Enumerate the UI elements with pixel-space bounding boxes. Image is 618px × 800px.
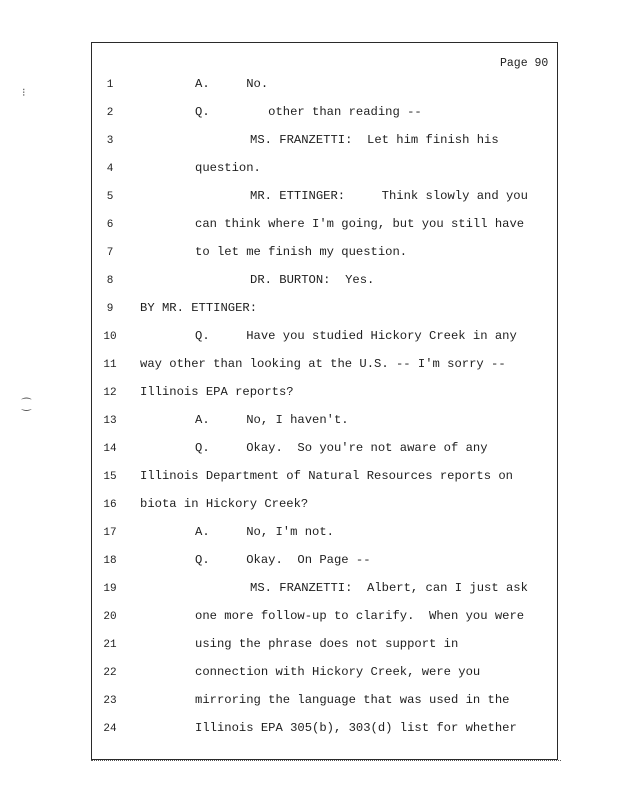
- line-text: BY MR. ETTINGER:: [140, 301, 258, 315]
- line-number: 8: [106, 275, 114, 287]
- transcript-line: [0, 105, 618, 125]
- line-number: 3: [106, 135, 114, 147]
- line-number: 12: [103, 387, 117, 399]
- transcript-line: [0, 721, 618, 741]
- line-text: MS. FRANZETTI: Let him finish his: [250, 133, 499, 147]
- transcript-line: [0, 245, 618, 265]
- line-text: mirroring the language that was used in the: [195, 693, 510, 707]
- line-number: 6: [106, 219, 114, 231]
- line-number: 18: [103, 555, 117, 567]
- line-number: 11: [103, 359, 117, 371]
- line-text: Q. Have you studied Hickory Creek in any: [195, 329, 517, 343]
- line-text: DR. BURTON: Yes.: [250, 273, 375, 287]
- transcript-line: [0, 161, 618, 181]
- line-number: 17: [103, 527, 117, 539]
- line-text: A. No, I haven't.: [195, 413, 349, 427]
- transcript-line: [0, 77, 618, 97]
- transcript-line: [0, 553, 618, 573]
- line-text: A. No, I'm not.: [195, 525, 334, 539]
- line-text: can think where I'm going, but you still have: [195, 217, 525, 231]
- line-number: 20: [103, 611, 117, 623]
- transcript-line: [0, 665, 618, 685]
- transcript-line: [0, 497, 618, 517]
- transcript-line: [0, 301, 618, 321]
- transcript-line: [0, 217, 618, 237]
- line-number: 7: [106, 247, 114, 259]
- line-number: 22: [103, 667, 117, 679]
- transcript-line: [0, 357, 618, 377]
- line-number: 5: [106, 191, 114, 203]
- margin-scan-mark: ⁝: [22, 88, 26, 100]
- line-number: 9: [106, 303, 114, 315]
- transcript-line: [0, 581, 618, 601]
- line-text: Illinois EPA reports?: [140, 385, 294, 399]
- margin-scan-mark: ⁐: [22, 400, 31, 412]
- transcript-line: [0, 469, 618, 489]
- line-text: MR. ETTINGER: Think slowly and you: [250, 189, 528, 203]
- line-text: to let me finish my question.: [195, 245, 408, 259]
- line-number: 13: [103, 415, 117, 427]
- line-text: connection with Hickory Creek, were you: [195, 665, 481, 679]
- line-text: question.: [195, 161, 261, 175]
- transcript-line: [0, 693, 618, 713]
- transcript-line: [0, 441, 618, 461]
- line-number: 23: [103, 695, 117, 707]
- transcript-line: [0, 637, 618, 657]
- transcript-line: [0, 273, 618, 293]
- line-number: 21: [103, 639, 117, 651]
- line-text: Q. Okay. So you're not aware of any: [195, 441, 488, 455]
- line-text: way other than looking at the U.S. -- I'm sorry --: [140, 357, 506, 371]
- scan-noise-line: [91, 760, 561, 764]
- line-number: 16: [103, 499, 117, 511]
- transcript-line: [0, 609, 618, 629]
- line-number: 1: [106, 79, 114, 91]
- line-text: biota in Hickory Creek?: [140, 497, 309, 511]
- line-number: 10: [103, 331, 117, 343]
- line-text: MS. FRANZETTI: Albert, can I just ask: [250, 581, 528, 595]
- line-text: one more follow-up to clarify. When you were: [195, 609, 525, 623]
- line-text: Illinois Department of Natural Resources reports on: [140, 469, 513, 483]
- line-number: 15: [103, 471, 117, 483]
- line-number: 14: [103, 443, 117, 455]
- line-text: A. No.: [195, 77, 269, 91]
- transcript-line: [0, 385, 618, 405]
- transcript-line: [0, 525, 618, 545]
- page-number: Page 90: [500, 57, 549, 70]
- transcript-line: [0, 329, 618, 349]
- line-number: 4: [106, 163, 114, 175]
- transcript-line: [0, 133, 618, 153]
- line-number: 24: [103, 723, 117, 735]
- line-text: Q. Okay. On Page --: [195, 553, 371, 567]
- line-number: 19: [103, 583, 117, 595]
- line-text: Illinois EPA 305(b), 303(d) list for whether: [195, 721, 517, 735]
- transcript-line: [0, 189, 618, 209]
- line-text: using the phrase does not support in: [195, 637, 459, 651]
- line-number: 2: [106, 107, 114, 119]
- line-text: Q. other than reading --: [195, 105, 422, 119]
- transcript-line: [0, 413, 618, 433]
